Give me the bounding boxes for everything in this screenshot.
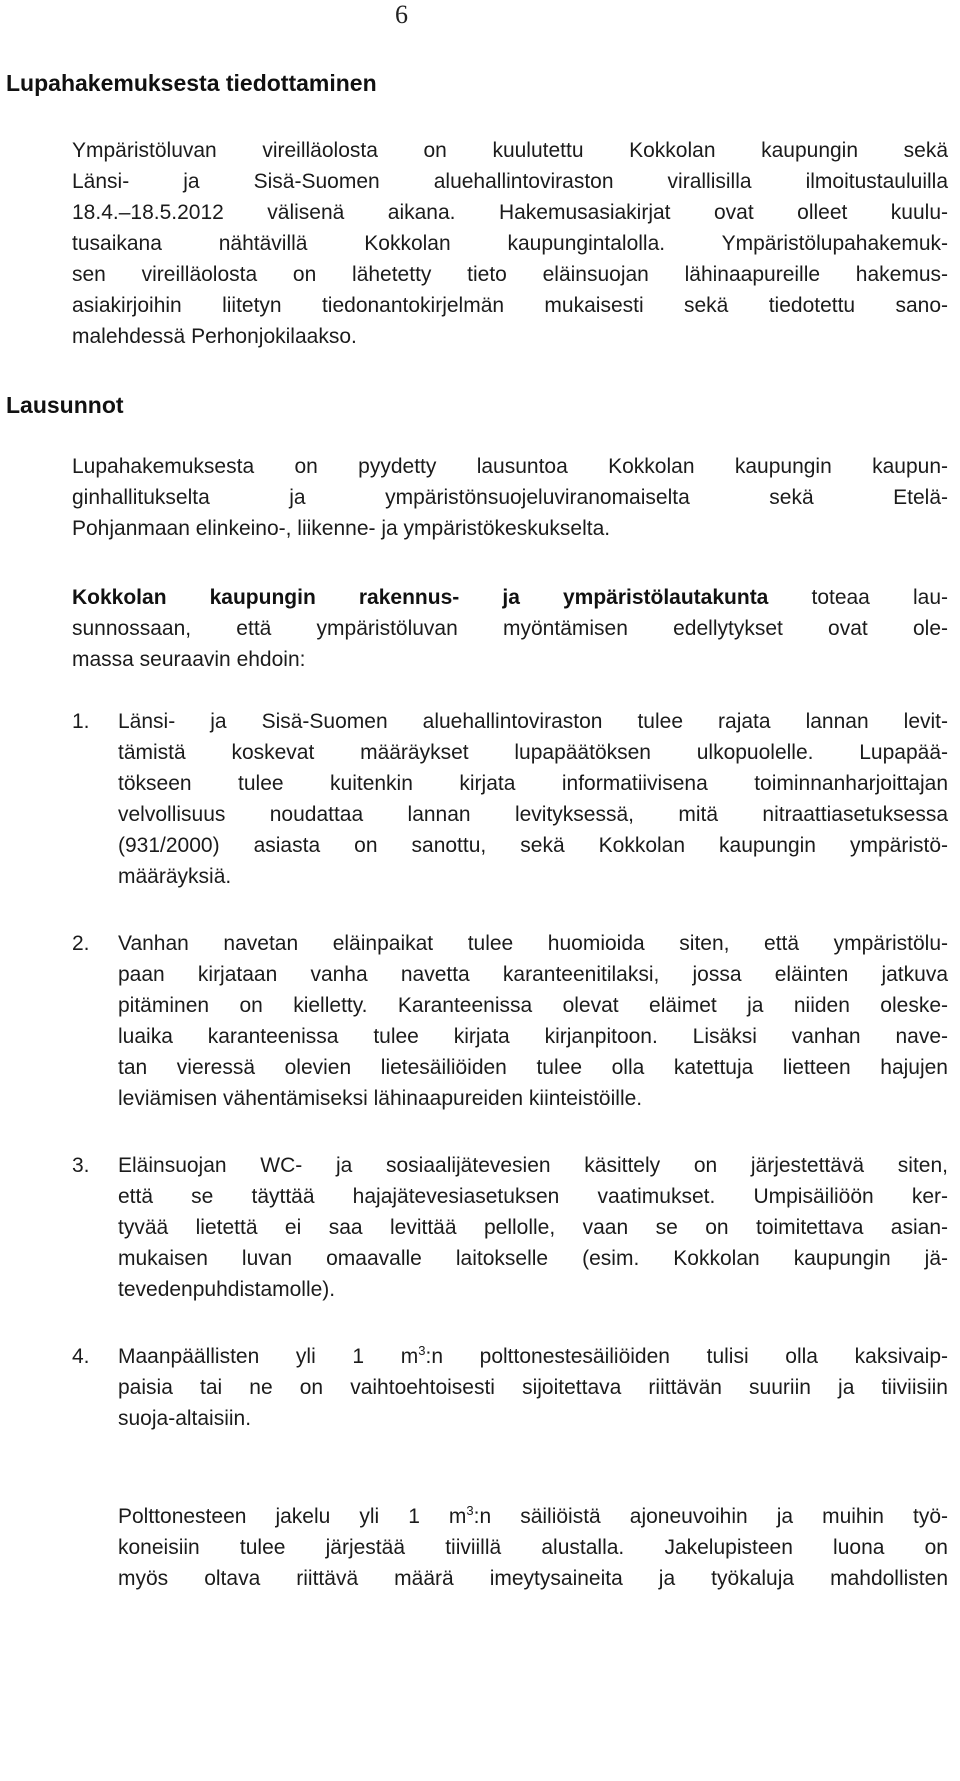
text-line bbox=[118, 1341, 948, 1372]
section-heading-notification: Lupahakemuksesta tiedottaminen bbox=[6, 70, 377, 96]
text-line: pitäminen on kielletty. Karanteenissa olevat eläimet ja niiden oleske- bbox=[118, 994, 948, 1017]
text-line: Ympäristöluvan vireilläolosta on kuulutettu Kokkolan kaupungin sekä bbox=[72, 139, 948, 162]
condition-number: 4. bbox=[72, 1345, 90, 1368]
text-line: 18.4.–18.5.2012 välisenä aikana. Hakemusasiakirjat ovat olleet kuulu- bbox=[72, 201, 948, 224]
text-line: paan kirjataan vanha navetta karanteenitilaksi, jossa eläinten jatkuva bbox=[118, 963, 948, 986]
text-line: määräyksiä. bbox=[118, 865, 232, 888]
condition-body bbox=[118, 1341, 948, 1434]
text-fragment: Polttonesteen jakelu yli 1 m bbox=[118, 1505, 467, 1528]
section-heading-statements: Lausunnot bbox=[6, 392, 124, 418]
text-line: sunnossaan, että ympäristöluvan myöntämisen edellytykset ovat ole- bbox=[72, 617, 948, 640]
text-line: leviämisen vähentämiseksi lähinaapureiden kiinteistöille. bbox=[118, 1087, 643, 1110]
text-line: tan vieressä olevien lietesäiliöiden tulee olla katettuja lietteen hajujen bbox=[118, 1056, 948, 1079]
condition-number: 3. bbox=[72, 1154, 90, 1177]
text-line: mukaisen luvan omaavalle laitokselle (esim. Kokkolan kaupungin jä- bbox=[118, 1247, 948, 1270]
text-line: että se täyttää hajajätevesiasetuksen vaatimukset. Umpisäiliöön ker- bbox=[118, 1185, 948, 1208]
paragraph-notification bbox=[72, 135, 948, 352]
text-line: tusaikana nähtävillä Kokkolan kaupungintalolla. Ympäristölupahakemuk- bbox=[72, 232, 948, 255]
text-line: massa seuraavin ehdoin: bbox=[72, 648, 306, 671]
text-line: tevedenpuhdistamolle). bbox=[118, 1278, 336, 1301]
text-line: Vanhan navetan eläinpaikat tulee huomioida siten, että ympäristölu- bbox=[118, 932, 948, 955]
condition-body bbox=[118, 928, 948, 1114]
text-line: suoja-altaisiin. bbox=[118, 1407, 252, 1430]
text-line bbox=[118, 1501, 948, 1532]
text-line: Pohjanmaan elinkeino-, liikenne- ja ympäristökeskukselta. bbox=[72, 517, 611, 540]
paragraph-board-statement bbox=[72, 582, 948, 675]
text-line bbox=[72, 582, 948, 613]
text-line: (931/2000) asiasta on sanottu, sekä Kokkolan kaupungin ympäristö- bbox=[118, 834, 948, 857]
text-line: Länsi- ja Sisä-Suomen aluehallintoviraston tulee rajata lannan levit- bbox=[118, 710, 948, 733]
board-line-rest: toteaa lau- bbox=[768, 586, 948, 609]
page-number: 6 bbox=[395, 0, 408, 29]
text-line: sen vireilläolosta on lähetetty tieto eläinsuojan lähinaapureille hakemus- bbox=[72, 263, 948, 286]
text-fragment: Maanpäällisten yli 1 m bbox=[118, 1345, 419, 1368]
text-line: tyvää lietettä ei saa levittää pellolle, vaan se on toimitettava asian- bbox=[118, 1216, 948, 1239]
text-line: malehdessä Perhonjokilaakso. bbox=[72, 325, 357, 348]
text-fragment: :n polttonestesäiliöiden tulisi olla kaksivaip- bbox=[425, 1345, 949, 1368]
condition-body bbox=[118, 1501, 948, 1594]
text-line: Lupahakemuksesta on pyydetty lausuntoa Kokkolan kaupungin kaupun- bbox=[72, 455, 948, 478]
condition-body bbox=[118, 706, 948, 892]
text-line: Länsi- ja Sisä-Suomen aluehallintoviraston virallisilla ilmoitustauluilla bbox=[72, 170, 948, 193]
text-line: koneisiin tulee järjestää tiiviillä alustalla. Jakelupisteen luona on bbox=[118, 1536, 948, 1559]
condition-number: 2. bbox=[72, 932, 90, 955]
superscript: 3 bbox=[418, 1343, 426, 1358]
board-name: Kokkolan kaupungin rakennus- ja ympäristölautakunta bbox=[72, 586, 769, 609]
text-line: myös oltava riittävä määrä imeytysaineita ja työkaluja mahdollisten bbox=[118, 1567, 948, 1590]
superscript: 3 bbox=[466, 1503, 474, 1518]
text-line: tämistä koskevat määräykset lupapäätöksen ulkopuolelle. Lupapää- bbox=[118, 741, 948, 764]
text-line: Eläinsuojan WC- ja sosiaalijätevesien käsittely on järjestettävä siten, bbox=[118, 1154, 948, 1177]
text-fragment: :n säiliöistä ajoneuvoihin ja muihin työ- bbox=[473, 1505, 948, 1528]
text-line: ginhallitukselta ja ympäristönsuojeluviranomaiselta sekä Etelä- bbox=[72, 486, 948, 509]
text-line: paisia tai ne on vaihtoehtoisesti sijoitettava riittävän suuriin ja tiiviisiin bbox=[118, 1376, 948, 1399]
text-line: asiakirjoihin liitetyn tiedonantokirjelmän mukaisesti sekä tiedotettu sano- bbox=[72, 294, 948, 317]
text-line: velvollisuus noudattaa lannan levityksessä, mitä nitraattiasetuksessa bbox=[118, 803, 948, 826]
text-line: luaika karanteenissa tulee kirjata kirjanpitoon. Lisäksi vanhan nave- bbox=[118, 1025, 948, 1048]
condition-body bbox=[118, 1150, 948, 1305]
text-line: tökseen tulee kuitenkin kirjata informatiivisena toiminnanharjoittajan bbox=[118, 772, 948, 795]
paragraph-statements-intro bbox=[72, 451, 948, 544]
condition-number: 1. bbox=[72, 710, 90, 733]
